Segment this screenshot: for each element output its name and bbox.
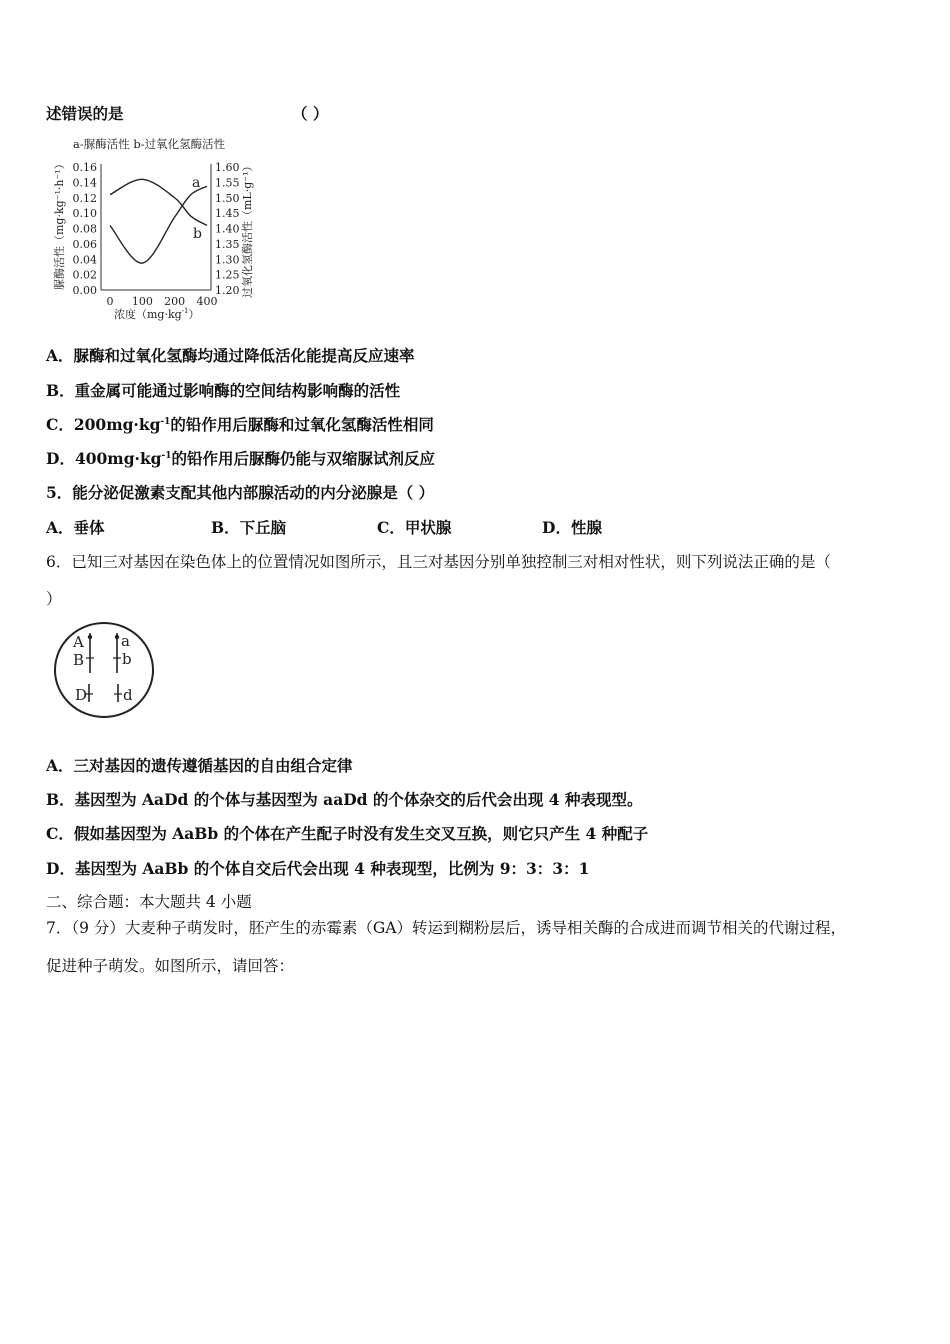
enzyme-activity-chart xyxy=(44,134,274,330)
q4-option-c[interactable]: C．$200mg\cdot kg^{-1}$的铅作用后脲酶和过氧化氢酶活性相同 xyxy=(46,415,434,434)
x-axis-ticks xyxy=(107,295,218,308)
y-left-tick-label: 0.08 xyxy=(72,222,97,236)
q5-option-c[interactable]: C．甲状腺 xyxy=(377,518,452,537)
q4-option-d[interactable]: D．$400mg\cdot kg^{-1}$的铅作用后脲酶仍能与双缩脲试剂反应 xyxy=(46,449,436,468)
y-left-label: 脲酶活性（mg·kg⁻¹·h⁻¹） xyxy=(53,158,66,290)
q5-option-a[interactable]: A．垂体 xyxy=(46,518,105,537)
y-right-tick-label: 1.20 xyxy=(215,284,240,297)
y-left-tick-label: 0.04 xyxy=(72,253,97,267)
x-tick-label: 200 xyxy=(164,295,186,308)
x-axis-label: 浓度$(mg\cdot kg^{-1})$ xyxy=(114,307,200,321)
gene-A: A xyxy=(73,633,84,651)
q4-stem-tail: 述错误的是 （ ） xyxy=(46,104,329,123)
y-left-tick-label: 0.06 xyxy=(72,237,97,251)
chart-legend: a-脲酶活性 b-过氧化氢酶活性 xyxy=(73,137,226,151)
q7-line1: 7．（9 分）大麦种子萌发时，胚产生的赤霉素（GA）转运到糊粉层后，诱导相关酶的合成进而调节相关的代谢过程， xyxy=(46,919,846,937)
y-right-tick-label: 1.30 xyxy=(215,253,240,267)
q6-option-d[interactable]: D．基因型为 AaBb 的个体自交后代会出现 4 种表现型，比例为 9：3：3：1 xyxy=(46,859,590,878)
series-b-label: b xyxy=(193,226,202,242)
y-right-label: 过氧化氢酶活性（mL·g⁻¹） xyxy=(241,160,254,298)
y-left-tick-label: 0.14 xyxy=(72,176,97,190)
gene-d: d xyxy=(123,686,133,704)
q5-stem: 5．能分泌促激素支配其他内部腺活动的内分泌腺是（ ） xyxy=(46,483,435,502)
q4-option-a[interactable]: A．脲酶和过氧化氢酶均通过降低活化能提高反应速率 xyxy=(46,346,415,365)
gene-D: D xyxy=(75,686,88,704)
q5-option-b[interactable]: B．下丘脑 xyxy=(211,518,287,537)
x-tick-label: 400 xyxy=(196,295,218,308)
y-left-tick-label: 0.00 xyxy=(72,284,97,297)
y-right-tick-label: 1.55 xyxy=(215,176,240,190)
section-heading: 二、综合题：本大题共 4 小题 xyxy=(46,893,252,911)
q6-option-c[interactable]: C．假如基因型为 AaBb 的个体在产生配子时没有发生交叉互换，则它只产生 4 种配子 xyxy=(46,824,649,843)
series-a-line xyxy=(110,186,207,263)
y-right-tick-label: 1.25 xyxy=(215,268,240,282)
y-left-tick-label: 0.12 xyxy=(72,191,97,205)
gene-a: a xyxy=(121,632,130,650)
y-right-tick-label: 1.35 xyxy=(215,237,240,251)
right-axis-ticks xyxy=(215,161,240,297)
left-axis-ticks xyxy=(73,161,98,297)
y-left-tick-label: 0.16 xyxy=(72,161,97,174)
y-left-tick-label: 0.10 xyxy=(72,207,97,221)
y-left-tick-label: 0.02 xyxy=(72,268,97,282)
answer-bracket: （ ） xyxy=(292,104,329,123)
y-right-tick-label: 1.50 xyxy=(215,191,240,205)
series-a-label: a xyxy=(192,175,201,191)
q6-stem-line1: 6．已知三对基因在染色体上的位置情况如图所示，且三对基因分别单独控制三对相对性状，则下列说法正确的是（ xyxy=(46,553,831,571)
q7-line2: 促进种子萌发。如图所示，请回答： xyxy=(46,957,295,975)
y-right-tick-label: 1.40 xyxy=(215,222,240,236)
x-tick-label: 0 xyxy=(106,295,114,308)
gene-B: B xyxy=(73,651,85,669)
x-tick-label: 100 xyxy=(131,295,153,308)
q4-option-b[interactable]: B．重金属可能通过影响酶的空间结构影响酶的活性 xyxy=(46,381,401,400)
gene-b: b xyxy=(122,650,132,668)
q5-option-d[interactable]: D．性腺 xyxy=(542,518,602,537)
q6-stem-line2: ） xyxy=(46,590,62,608)
cell-outline xyxy=(55,623,153,717)
chromosome-figure xyxy=(52,620,160,720)
y-right-tick-label: 1.45 xyxy=(215,207,240,221)
q6-option-a[interactable]: A．三对基因的遗传遵循基因的自由组合定律 xyxy=(46,756,353,775)
q6-option-b[interactable]: B．基因型为 AaDd 的个体与基因型为 aaDd 的个体杂交的后代会出现 4 种表现型。 xyxy=(46,790,643,809)
y-right-tick-label: 1.60 xyxy=(215,161,240,174)
